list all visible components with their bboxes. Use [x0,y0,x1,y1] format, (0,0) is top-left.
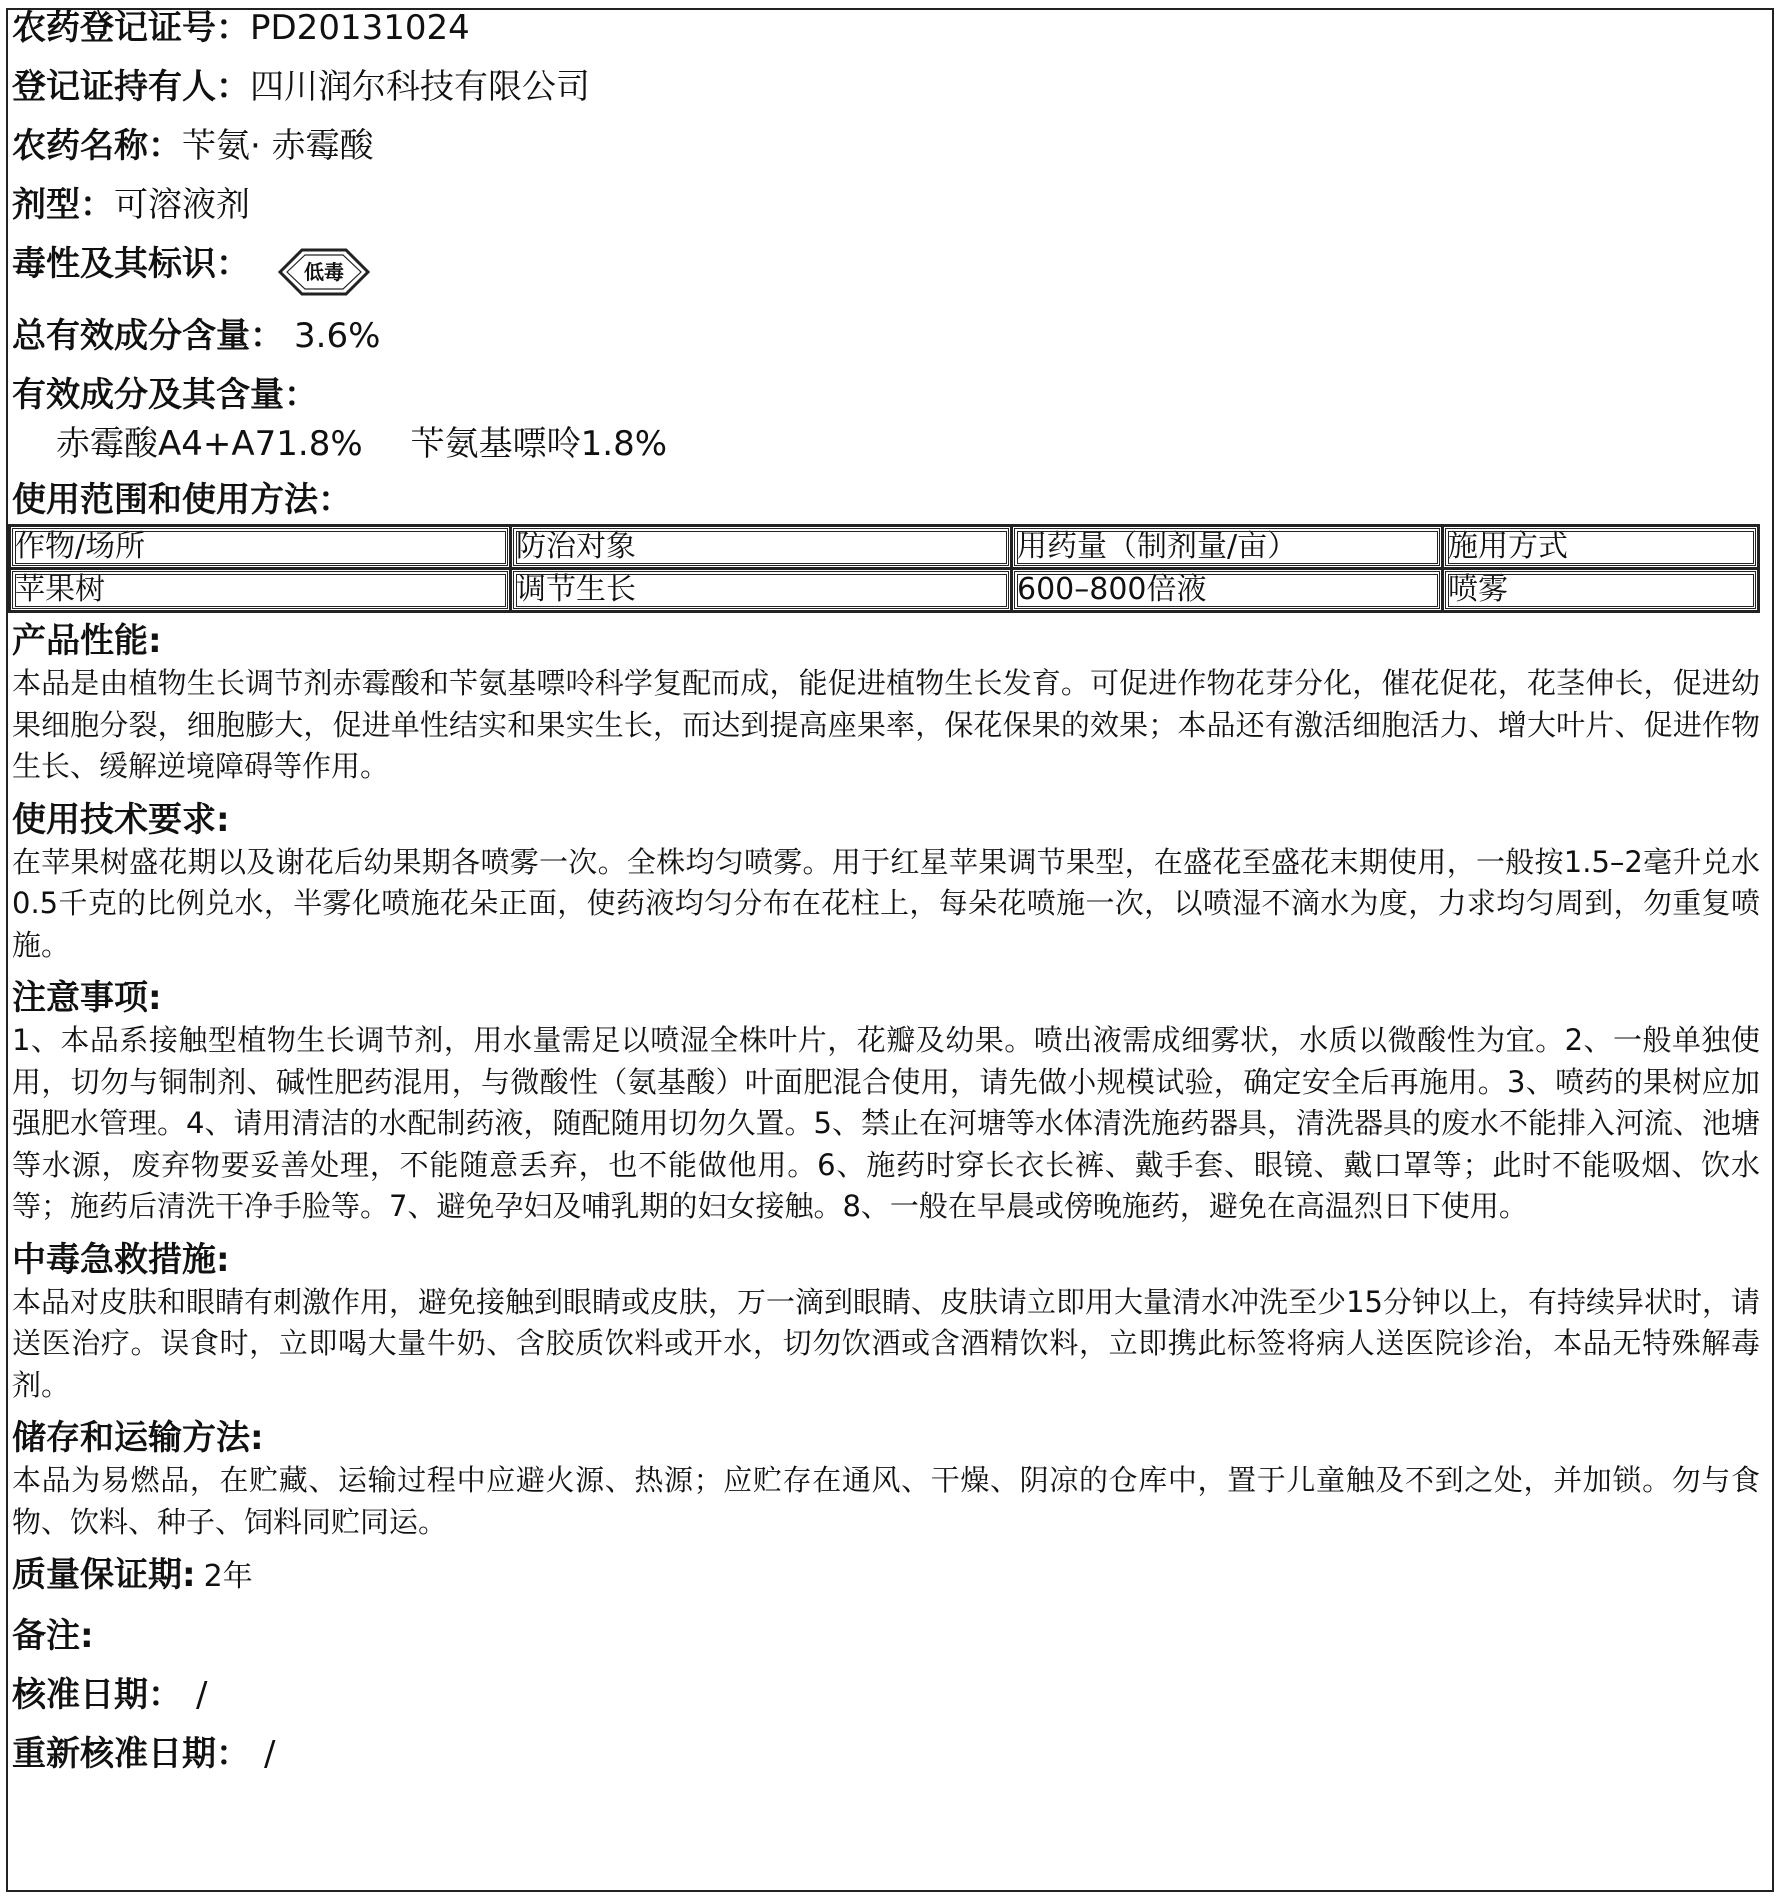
total-content-value: 3.6% [294,316,381,356]
table-cell: 600–800倍液 [1012,569,1443,612]
table-header-cell: 防治对象 [511,526,1012,569]
approval-row [12,1675,1760,1715]
toxicity-row [12,244,1760,302]
storage-title: 储存和运输方法: [12,1418,264,1458]
total-content-row [12,316,1760,356]
name-value: 苄氨· 赤霉酸 [182,126,374,166]
formulation-value: 可溶液剂 [114,185,250,225]
first-aid-text: 本品对皮肤和眼睛有刺激作用，避免接触到眼睛或皮肤，万一滴到眼睛、皮肤请立即用大量清水冲洗至少15分钟以上，有持续异状时，请送医治疗。误食时，立即喝大量牛奶、含胶质饮料或开水，切勿饮酒或含酒精饮料，立即携此标签将病人送医院诊治，本品无特殊解毒剂。 [12,1284,1760,1402]
table-cell: 调节生长 [511,569,1012,612]
toxicity-label: 毒性及其标识： [12,244,250,284]
holder-value: 四川润尔科技有限公司 [250,67,590,107]
shelf-life-label: 质量保证期: [12,1555,196,1595]
reapproval-row [12,1734,1760,1774]
holder-label: 登记证持有人： [12,67,250,107]
shelf-life-value: 2年 [203,1559,253,1594]
shelf-life-row [12,1555,1760,1597]
approval-label: 核准日期： [12,1675,182,1715]
reapproval-value: / [264,1734,276,1774]
cautions-text: 1、本品系接触型植物生长调节剂，用水量需足以喷湿全株叶片，花瓣及幼果。喷出液需成细雾状，水质以微酸性为宜。2、一般单独使用，切勿与铜制剂、碱性肥药混用，与微酸性（氨基酸）叶面肥混合使用，请先做小规模试验，确定安全后再施用。3、喷药的果树应加强肥水管理。4、请用清洁的水配制药液，随配随用切勿久置。5、禁止在河塘等水体清洗施药器具，清洗器具的废水不能排入河流、池塘等水源，废弃物要妥善处理，不能随意丢弃，也不能做他用。6、施药时穿长衣长裤、戴手套、眼镜、戴口罩等；此时不能吸烟、饮水等；施药后清洗干净手脸等。7、避免孕妇及哺乳期的妇女接触。8、一般在早晨或傍晚施药，避免在高温烈日下使用。 [12,1023,1760,1223]
badge-text: 低毒 [304,260,344,284]
table-row [10,569,1759,612]
technique-text: 在苹果树盛花期以及谢花后幼果期各喷雾一次。全株均匀喷雾。用于红星苹果调节果型，在盛花至盛花末期使用，一般按1.5–2毫升兑水0.5千克的比例兑水，半雾化喷施花朵正面，使药液均匀分布在花柱上，每朵花喷施一次，以喷湿不滴水为度，力求均匀周到，勿重复喷施。 [12,844,1760,962]
ingredients-list [12,424,1760,464]
table-cell: 苹果树 [10,569,511,612]
reg-no-value: PD20131024 [250,8,470,48]
table-header-cell: 作物/场所 [10,526,511,569]
total-content-label: 总有效成分含量： [12,316,284,356]
formulation-label: 剂型： [12,185,114,225]
remarks-row [12,1616,1760,1656]
ingredient-item: 苄氨基嘌呤1.8% [410,424,668,464]
performance-title: 产品性能: [12,621,162,661]
formulation-row [12,185,1760,225]
table-header-cell: 施用方式 [1443,526,1759,569]
technique-title: 使用技术要求: [12,799,230,840]
usage-table [8,524,1760,613]
first-aid-title: 中毒急救措施: [12,1239,230,1280]
remarks-label: 备注: [12,1616,94,1656]
low-toxicity-badge-icon [274,242,374,302]
reg-no-label: 农药登记证号： [12,8,250,48]
table-cell: 喷雾 [1443,569,1759,612]
performance-text: 本品是由植物生长调节剂赤霉酸和苄氨基嘌呤科学复配而成，能促进植物生长发育。可促进作物花芽分化，催花促花，花茎伸长，促进幼果细胞分裂，细胞膨大，促进单性结实和果实生长，而达到提高座果率，保花保果的效果；本品还有激活细胞活力、增大叶片、促进作物生长、缓解逆境障碍等作用。 [12,666,1760,783]
label-content [12,8,1760,1793]
approval-value: / [196,1675,208,1715]
storage-text: 本品为易燃品，在贮藏、运输过程中应避火源、热源；应贮存在通风、干燥、阴凉的仓库中，置于儿童触及不到之处，并加锁。勿与食物、饮料、种子、饲料同贮同运。 [12,1463,1760,1539]
reapproval-label: 重新核准日期： [12,1734,250,1774]
table-header-row [10,526,1759,569]
reg-no-row [12,8,1760,48]
usage-row [12,480,1760,520]
holder-row [12,67,1760,107]
name-label: 农药名称： [12,126,182,166]
cautions-title: 注意事项: [12,978,162,1018]
ingredient-item: 赤霉酸A4+A71.8% [56,424,363,464]
active-ingredients-row [12,375,1760,415]
name-row [12,126,1760,166]
usage-label: 使用范围和使用方法： [12,480,352,520]
active-ingredients-label: 有效成分及其含量： [12,375,318,415]
table-header-cell: 用药量（制剂量/亩） [1012,526,1443,569]
